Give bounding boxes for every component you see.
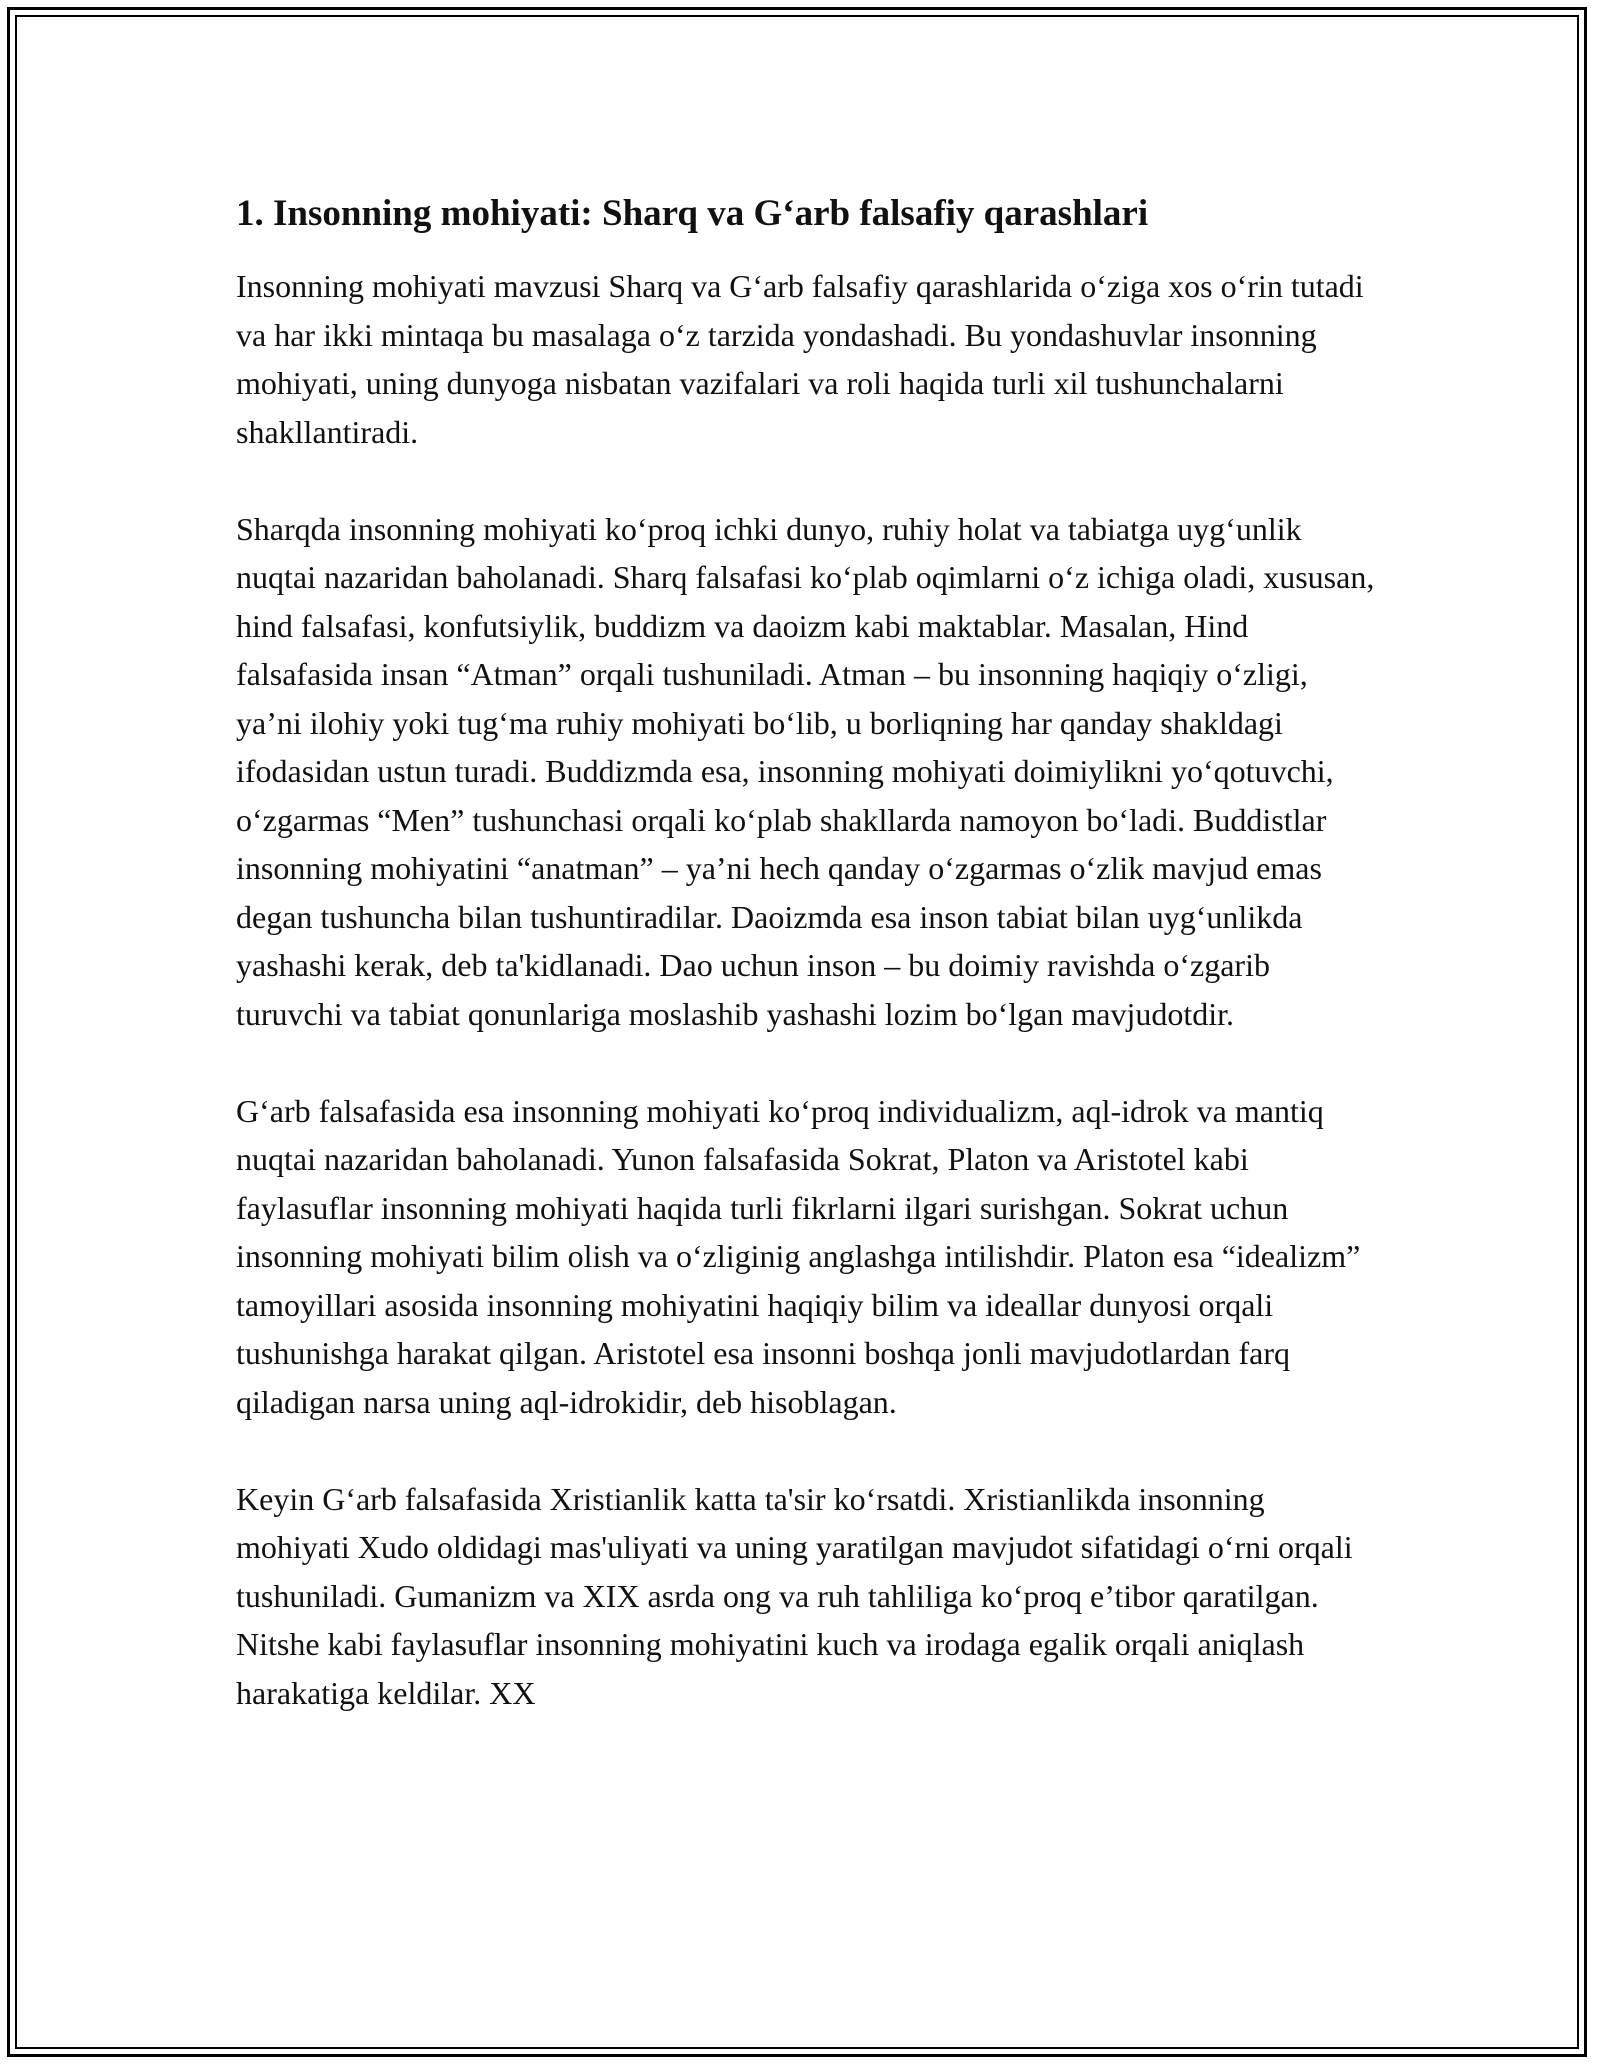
section-heading: 1. Insonning mohiyati: Sharq va G‘arb falsafiy qarashlari xyxy=(236,193,1149,234)
paragraph-east: Sharqda insonning mohiyati ko‘proq ichki dunyo, ruhiy holat va tabiatga uyg‘unlik nuqtai nazaridan baholanadi. Sharq falsafasi ko‘plab oqimlarni o‘z ichiga oladi, xususan, hind falsafasi, konfutsiylik, buddizm va daoizm kabi maktablar. Masalan, Hind falsafasida insan “Atman” orqali tushuniladi. Atman – bu insonning haqiqiy o‘zligi, ya’ni ilohiy yoki tug‘ma ruhiy mohiyati bo‘lib, u borliqning har qanday shakldagi ifodasidan ustun turadi. Buddizmda esa, insonning mohiyati doimiylikni yo‘qotuvchi, o‘zgarmas “Men” tushunchasi orqali ko‘plab shakllarda namoyon bo‘ladi. Buddistlar insonning mohiyatini “anatman” – ya’ni hech qanday o‘zgarmas o‘zlik mavjud emas degan tushuncha bilan tushuntiradilar. Daoizmda esa inson tabiat bilan uyg‘unlikda yashashi kerak, deb ta'kidlanadi. Dao uchun inson – bu doimiy ravishda o‘zgarib turuvchi va tabiat qonunlariga moslashib yashashi lozim bo‘lgan mavjudotdir. xyxy=(236,510,1375,1032)
paragraph-christianity: Keyin G‘arb falsafasida Xristianlik katta ta'sir ko‘rsatdi. Xristianlikda insonning mohiyati Xudo oldidagi mas'uliyati va uning yaratilgan mavjudot sifatidagi o‘rni orqali tushuniladi. Gumanizm va XIX asrda ong va ruh tahliliga ko‘proq e’tibor qaratilgan. Nitshe kabi faylasuflar insonning mohiyatini kuch va irodaga egalik orqali aniqlash harakatiga keldilar. XX xyxy=(236,1480,1353,1711)
paragraph-west: G‘arb falsafasida esa insonning mohiyati ko‘proq individualizm, aql-idrok va mantiq nuqtai nazaridan baholanadi. Yunon falsafasida Sokrat, Platon va Aristotel kabi faylasuflar insonning mohiyati haqida turli fikrlarni ilgari surishgan. Sokrat uchun insonning mohiyati bilim olish va o‘zliginig anglashga intilishdir. Platon esa “idealizm” tamoyillari asosida insonning mohiyatini haqiqiy bilim va ideallar dunyosi orqali tushunishga harakat qilgan. Aristotel esa insonni boshqa jonli mavjudotlardan farq qiladigan narsa uning aql-idrokidir, deb hisoblagan. xyxy=(236,1092,1361,1420)
paragraph-intro: Insonning mohiyati mavzusi Sharq va G‘arb falsafiy qarashlarida o‘ziga xos o‘rin tutadi va har ikki mintaqa bu masalaga o‘z tarzida yondashadi. Bu yondashuvlar insonning mohiyati, uning dunyoga nisbatan vazifalari va roli haqida turli xil tushunchalarni shakllantiradi. xyxy=(236,268,1364,450)
document-body xyxy=(236,186,1376,1717)
